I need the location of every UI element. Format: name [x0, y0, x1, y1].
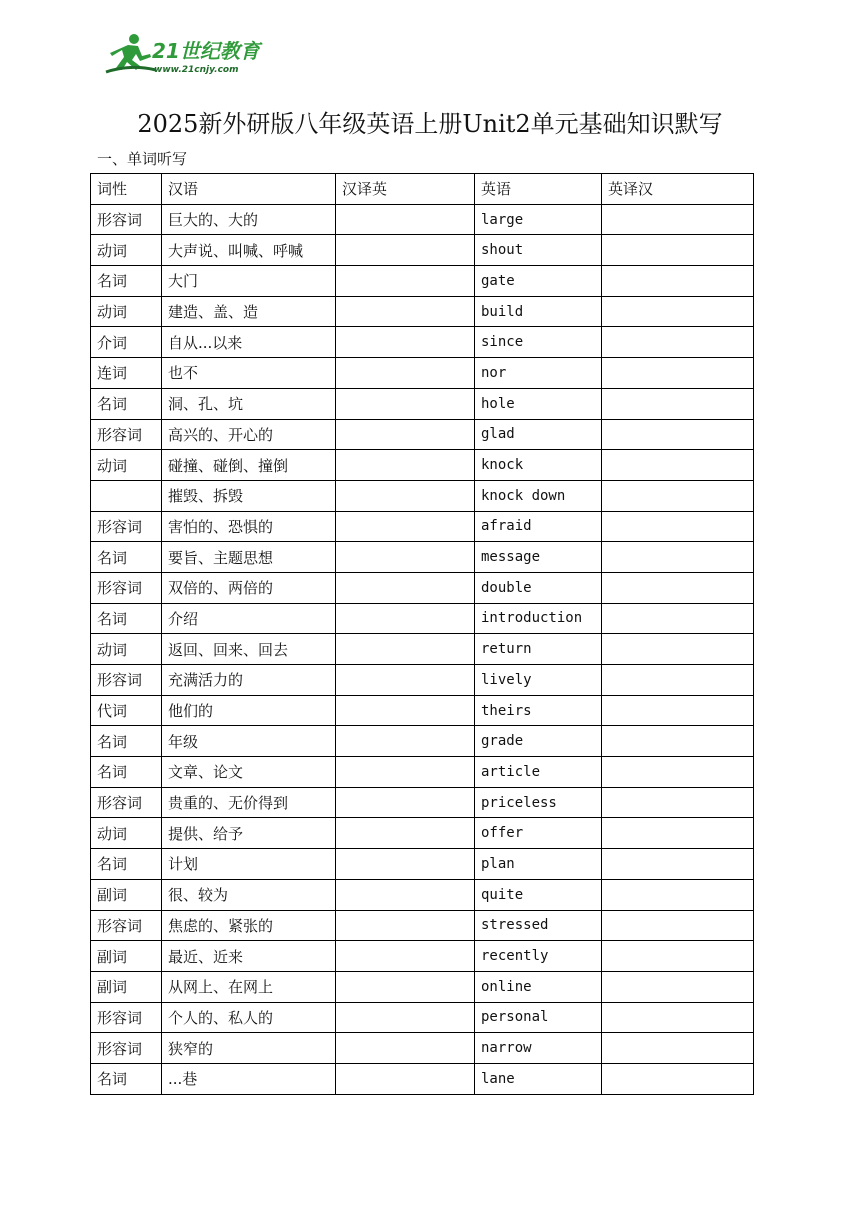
table-row [91, 971, 754, 1002]
english-cell: stressed [475, 910, 602, 941]
en-to-cn-answer-cell[interactable] [602, 450, 754, 481]
table-row [91, 388, 754, 419]
english-cell: lively [475, 665, 602, 696]
english-cell: recently [475, 941, 602, 972]
cn-to-en-answer-cell[interactable] [336, 266, 475, 297]
chinese-cell: 介绍 [162, 603, 336, 634]
cn-to-en-answer-cell[interactable] [336, 419, 475, 450]
en-to-cn-answer-cell[interactable] [602, 879, 754, 910]
chinese-cell: 也不 [162, 358, 336, 389]
en-to-cn-answer-cell[interactable] [602, 818, 754, 849]
cn-to-en-answer-cell[interactable] [336, 1033, 475, 1064]
table-row [91, 572, 754, 603]
cn-to-en-answer-cell[interactable] [336, 879, 475, 910]
pos-cell: 名词 [91, 849, 162, 880]
chinese-cell: 害怕的、恐惧的 [162, 511, 336, 542]
english-cell: theirs [475, 695, 602, 726]
table-row [91, 235, 754, 266]
cn-to-en-answer-cell[interactable] [336, 941, 475, 972]
header-pos: 词性 [91, 174, 162, 205]
pos-cell [91, 480, 162, 511]
table-row [91, 726, 754, 757]
table-row [91, 419, 754, 450]
chinese-cell: 最近、近来 [162, 941, 336, 972]
table-row [91, 879, 754, 910]
english-cell: article [475, 757, 602, 788]
en-to-cn-answer-cell[interactable] [602, 910, 754, 941]
table-row [91, 818, 754, 849]
cn-to-en-answer-cell[interactable] [336, 757, 475, 788]
chinese-cell: 从网上、在网上 [162, 971, 336, 1002]
chinese-cell: 洞、孔、坑 [162, 388, 336, 419]
table-row [91, 358, 754, 389]
english-cell: message [475, 542, 602, 573]
en-to-cn-answer-cell[interactable] [602, 327, 754, 358]
table-row [91, 1033, 754, 1064]
english-cell: quite [475, 879, 602, 910]
en-to-cn-answer-cell[interactable] [602, 665, 754, 696]
chinese-cell: 焦虑的、紧张的 [162, 910, 336, 941]
pos-cell: 副词 [91, 941, 162, 972]
pos-cell: 代词 [91, 695, 162, 726]
pos-cell: 名词 [91, 603, 162, 634]
english-cell: personal [475, 1002, 602, 1033]
chinese-cell: 文章、论文 [162, 757, 336, 788]
table-row [91, 450, 754, 481]
pos-cell: 名词 [91, 266, 162, 297]
english-cell: afraid [475, 511, 602, 542]
cn-to-en-answer-cell[interactable] [336, 910, 475, 941]
en-to-cn-answer-cell[interactable] [602, 695, 754, 726]
table-row [91, 1002, 754, 1033]
chinese-cell: ...巷 [162, 1063, 336, 1094]
table-row [91, 634, 754, 665]
table-row [91, 204, 754, 235]
cn-to-en-answer-cell[interactable] [336, 388, 475, 419]
en-to-cn-answer-cell[interactable] [602, 358, 754, 389]
cn-to-en-answer-cell[interactable] [336, 787, 475, 818]
english-cell: knock [475, 450, 602, 481]
en-to-cn-answer-cell[interactable] [602, 634, 754, 665]
pos-cell: 名词 [91, 757, 162, 788]
en-to-cn-answer-cell[interactable] [602, 296, 754, 327]
english-cell: introduction [475, 603, 602, 634]
cn-to-en-answer-cell[interactable] [336, 726, 475, 757]
english-cell: offer [475, 818, 602, 849]
cn-to-en-answer-cell[interactable] [336, 296, 475, 327]
pos-cell: 动词 [91, 450, 162, 481]
pos-cell: 动词 [91, 818, 162, 849]
cn-to-en-answer-cell[interactable] [336, 818, 475, 849]
english-cell: shout [475, 235, 602, 266]
en-to-cn-answer-cell[interactable] [602, 941, 754, 972]
en-to-cn-answer-cell[interactable] [602, 971, 754, 1002]
pos-cell: 形容词 [91, 1033, 162, 1064]
table-row [91, 665, 754, 696]
en-to-cn-answer-cell[interactable] [602, 388, 754, 419]
runner-logo-icon [106, 34, 156, 72]
pos-cell: 名词 [91, 726, 162, 757]
cn-to-en-answer-cell[interactable] [336, 634, 475, 665]
english-cell: knock down [475, 480, 602, 511]
table-row [91, 941, 754, 972]
en-to-cn-answer-cell[interactable] [602, 1002, 754, 1033]
cn-to-en-answer-cell[interactable] [336, 204, 475, 235]
chinese-cell: 年级 [162, 726, 336, 757]
english-cell: gate [475, 266, 602, 297]
chinese-cell: 返回、回来、回去 [162, 634, 336, 665]
english-cell: lane [475, 1063, 602, 1094]
en-to-cn-answer-cell[interactable] [602, 204, 754, 235]
cn-to-en-answer-cell[interactable] [336, 665, 475, 696]
pos-cell: 形容词 [91, 910, 162, 941]
chinese-cell: 大声说、叫喊、呼喊 [162, 235, 336, 266]
pos-cell: 连词 [91, 358, 162, 389]
table-row [91, 296, 754, 327]
chinese-cell: 自从...以来 [162, 327, 336, 358]
header-english: 英语 [475, 174, 602, 205]
table-row [91, 849, 754, 880]
pos-cell: 副词 [91, 971, 162, 1002]
en-to-cn-answer-cell[interactable] [602, 1033, 754, 1064]
pos-cell: 形容词 [91, 665, 162, 696]
pos-cell: 动词 [91, 235, 162, 266]
pos-cell: 形容词 [91, 419, 162, 450]
english-cell: online [475, 971, 602, 1002]
table-row [91, 1063, 754, 1094]
en-to-cn-answer-cell[interactable] [602, 542, 754, 573]
table-row [91, 787, 754, 818]
pos-cell: 形容词 [91, 1002, 162, 1033]
english-cell: since [475, 327, 602, 358]
en-to-cn-answer-cell[interactable] [602, 1063, 754, 1094]
en-to-cn-answer-cell[interactable] [602, 572, 754, 603]
english-cell: glad [475, 419, 602, 450]
chinese-cell: 碰撞、碰倒、撞倒 [162, 450, 336, 481]
english-cell: nor [475, 358, 602, 389]
pos-cell: 形容词 [91, 787, 162, 818]
en-to-cn-answer-cell[interactable] [602, 757, 754, 788]
table-row [91, 757, 754, 788]
vocab-table [90, 173, 754, 1095]
chinese-cell: 摧毁、拆毁 [162, 480, 336, 511]
table-row [91, 511, 754, 542]
en-to-cn-answer-cell[interactable] [602, 511, 754, 542]
pos-cell: 形容词 [91, 511, 162, 542]
en-to-cn-answer-cell[interactable] [602, 480, 754, 511]
header-cn-to-en: 汉译英 [336, 174, 475, 205]
chinese-cell: 狭窄的 [162, 1033, 336, 1064]
chinese-cell: 贵重的、无价得到 [162, 787, 336, 818]
pos-cell: 动词 [91, 296, 162, 327]
en-to-cn-answer-cell[interactable] [602, 726, 754, 757]
table-row [91, 695, 754, 726]
chinese-cell: 双倍的、两倍的 [162, 572, 336, 603]
chinese-cell: 建造、盖、造 [162, 296, 336, 327]
table-row [91, 480, 754, 511]
en-to-cn-answer-cell[interactable] [602, 266, 754, 297]
en-to-cn-answer-cell[interactable] [602, 603, 754, 634]
en-to-cn-answer-cell[interactable] [602, 419, 754, 450]
cn-to-en-answer-cell[interactable] [336, 511, 475, 542]
cn-to-en-answer-cell[interactable] [336, 542, 475, 573]
cn-to-en-answer-cell[interactable] [336, 450, 475, 481]
pos-cell: 介词 [91, 327, 162, 358]
logo-url: www.21cnjy.com [154, 65, 239, 75]
en-to-cn-answer-cell[interactable] [602, 849, 754, 880]
chinese-cell: 计划 [162, 849, 336, 880]
cn-to-en-answer-cell[interactable] [336, 603, 475, 634]
logo-text: 21世纪教育 [152, 39, 260, 63]
english-cell: grade [475, 726, 602, 757]
pos-cell: 名词 [91, 542, 162, 573]
cn-to-en-answer-cell[interactable] [336, 695, 475, 726]
table-row [91, 266, 754, 297]
chinese-cell: 大门 [162, 266, 336, 297]
logo [100, 30, 270, 78]
cn-to-en-answer-cell[interactable] [336, 327, 475, 358]
table-row [91, 327, 754, 358]
english-cell: priceless [475, 787, 602, 818]
cn-to-en-answer-cell[interactable] [336, 572, 475, 603]
pos-cell: 动词 [91, 634, 162, 665]
pos-cell: 副词 [91, 879, 162, 910]
header-en-to-cn: 英译汉 [602, 174, 754, 205]
cn-to-en-answer-cell[interactable] [336, 480, 475, 511]
cn-to-en-answer-cell[interactable] [336, 1063, 475, 1094]
cn-to-en-answer-cell[interactable] [336, 849, 475, 880]
pos-cell: 形容词 [91, 204, 162, 235]
page-title: 2025新外研版八年级英语上册Unit2单元基础知识默写 [137, 110, 723, 138]
cn-to-en-answer-cell[interactable] [336, 1002, 475, 1033]
table-header-row [91, 174, 754, 205]
table-row [91, 603, 754, 634]
en-to-cn-answer-cell[interactable] [602, 787, 754, 818]
section-heading: 一、单词听写 [97, 150, 188, 168]
chinese-cell: 高兴的、开心的 [162, 419, 336, 450]
english-cell: hole [475, 388, 602, 419]
english-cell: plan [475, 849, 602, 880]
chinese-cell: 巨大的、大的 [162, 204, 336, 235]
cn-to-en-answer-cell[interactable] [336, 235, 475, 266]
header-chinese: 汉语 [162, 174, 336, 205]
chinese-cell: 提供、给予 [162, 818, 336, 849]
chinese-cell: 充满活力的 [162, 665, 336, 696]
pos-cell: 名词 [91, 1063, 162, 1094]
english-cell: return [475, 634, 602, 665]
english-cell: double [475, 572, 602, 603]
chinese-cell: 他们的 [162, 695, 336, 726]
chinese-cell: 个人的、私人的 [162, 1002, 336, 1033]
english-cell: large [475, 204, 602, 235]
english-cell: build [475, 296, 602, 327]
table-row [91, 542, 754, 573]
cn-to-en-answer-cell[interactable] [336, 358, 475, 389]
pos-cell: 形容词 [91, 572, 162, 603]
chinese-cell: 要旨、主题思想 [162, 542, 336, 573]
cn-to-en-answer-cell[interactable] [336, 971, 475, 1002]
pos-cell: 名词 [91, 388, 162, 419]
table-row [91, 910, 754, 941]
english-cell: narrow [475, 1033, 602, 1064]
en-to-cn-answer-cell[interactable] [602, 235, 754, 266]
chinese-cell: 很、较为 [162, 879, 336, 910]
